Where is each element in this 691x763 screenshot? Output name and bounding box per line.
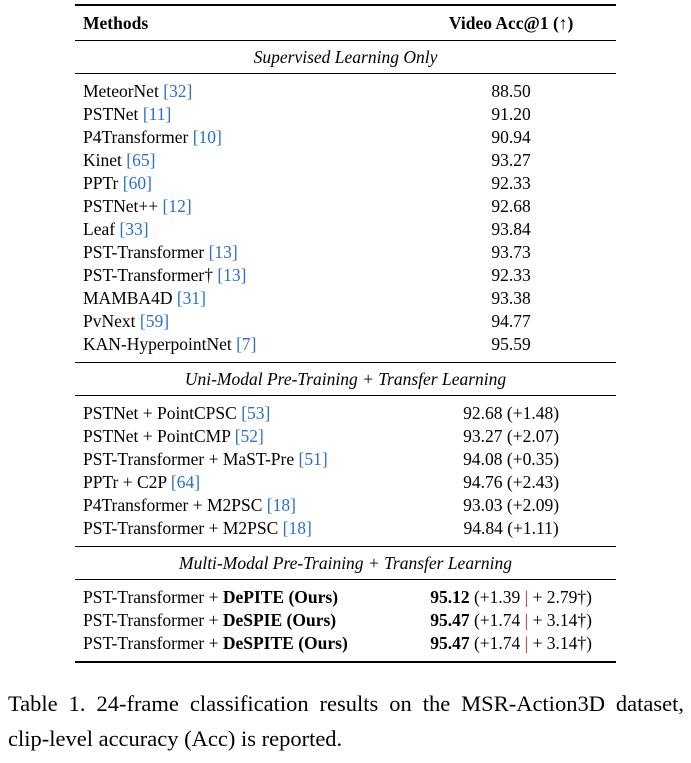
table-row	[75, 471, 616, 494]
gain-value: (+1.74	[473, 610, 521, 630]
citation-link[interactable]: [12]	[162, 196, 192, 216]
gain-value-dagger: + 3.14†)	[532, 633, 593, 653]
acc-value: 95.59	[491, 334, 531, 354]
table-header	[75, 5, 616, 41]
method-cell	[75, 333, 406, 363]
acc-value: 93.27 (+2.07)	[463, 426, 560, 446]
table-row	[75, 609, 616, 632]
acc-value: 88.50	[491, 81, 531, 101]
method-name: DeSPIE (Ours)	[222, 610, 337, 630]
method-prefix: PST-Transformer +	[83, 633, 219, 653]
method-name: P4Transformer	[83, 127, 189, 147]
table-row	[75, 494, 616, 517]
method-cell	[75, 494, 406, 517]
method-cell	[75, 74, 406, 104]
results-table	[75, 4, 616, 663]
acc-value: 94.76 (+2.43)	[463, 472, 560, 492]
method-name: PST-Transformer + M2PSC	[83, 518, 279, 538]
citation-link[interactable]: [64]	[170, 472, 201, 492]
method-cell	[75, 264, 406, 287]
method-name: PSTNet + PointCMP	[83, 426, 231, 446]
method-name: PST-Transformer†	[83, 265, 213, 285]
citation-link[interactable]: [18]	[266, 495, 296, 515]
acc-cell	[406, 609, 616, 632]
acc-value: 94.08 (+0.35)	[463, 449, 560, 469]
method-cell	[75, 218, 406, 241]
citation-link[interactable]: [52]	[234, 426, 264, 446]
acc-value: 95.47	[430, 610, 470, 630]
method-cell	[75, 310, 406, 333]
section-title: Uni-Modal Pre-Training + Transfer Learning	[75, 363, 616, 396]
method-cell	[75, 241, 406, 264]
method-name: Kinet	[83, 150, 122, 170]
table-row	[75, 74, 616, 104]
method-cell	[75, 632, 406, 662]
acc-value: 94.77	[491, 311, 531, 331]
header-methods: Methods	[75, 5, 406, 41]
table-row	[75, 287, 616, 310]
acc-cell	[406, 218, 616, 241]
table-row	[75, 172, 616, 195]
gain-value: (+1.39	[473, 587, 521, 607]
method-name: PvNext	[83, 311, 136, 331]
acc-cell	[406, 310, 616, 333]
method-name: PPTr	[83, 173, 119, 193]
table-row	[75, 517, 616, 547]
acc-value: 93.27	[491, 150, 531, 170]
method-cell	[75, 287, 406, 310]
citation-link[interactable]: [65]	[126, 150, 156, 170]
table-row	[75, 632, 616, 662]
table-row	[75, 310, 616, 333]
method-cell	[75, 580, 406, 610]
acc-cell	[406, 172, 616, 195]
acc-value: 92.33	[491, 265, 531, 285]
acc-value: 95.47	[430, 633, 470, 653]
acc-value: 93.03 (+2.09)	[463, 495, 560, 515]
acc-value: 90.94	[491, 127, 531, 147]
table-row	[75, 396, 616, 426]
acc-value: 93.84	[491, 219, 531, 239]
method-name: DeSPITE (Ours)	[222, 633, 348, 653]
acc-value: 93.38	[491, 288, 531, 308]
table-row	[75, 195, 616, 218]
method-prefix: PST-Transformer +	[83, 587, 219, 607]
citation-link[interactable]: [31]	[176, 288, 206, 308]
section-title: Supervised Learning Only	[75, 41, 616, 74]
method-cell	[75, 471, 406, 494]
acc-cell	[406, 126, 616, 149]
acc-cell	[406, 396, 616, 426]
citation-link[interactable]: [59]	[139, 311, 170, 331]
table-row	[75, 264, 616, 287]
method-name: MeteorNet	[83, 81, 159, 101]
table-row	[75, 126, 616, 149]
acc-cell	[406, 195, 616, 218]
method-prefix: PST-Transformer +	[83, 610, 219, 630]
acc-cell	[406, 149, 616, 172]
acc-cell	[406, 103, 616, 126]
method-name: PST-Transformer + MaST-Pre	[83, 449, 295, 469]
acc-cell	[406, 425, 616, 448]
acc-cell	[406, 580, 616, 610]
table-caption: Table 1. 24-frame classification results on the MSR-Action3D dataset, clip-level accuracy (Acc) is reported.	[8, 691, 684, 751]
method-cell	[75, 609, 406, 632]
acc-cell	[406, 448, 616, 471]
section-header	[75, 41, 616, 74]
table-row	[75, 448, 616, 471]
section-header	[75, 363, 616, 396]
method-name: PPTr + C2P	[83, 472, 167, 492]
citation-link[interactable]: [32]	[163, 81, 193, 101]
citation-link[interactable]: [10]	[192, 127, 222, 147]
method-name: PSTNet + PointCPSC	[83, 403, 237, 423]
citation-link[interactable]: [7]	[236, 334, 257, 354]
citation-link[interactable]: [33]	[119, 219, 149, 239]
separator: |	[524, 633, 529, 653]
table-row	[75, 103, 616, 126]
citation-link[interactable]: [60]	[122, 173, 152, 193]
acc-value: 94.84 (+1.11)	[463, 518, 559, 538]
method-cell	[75, 517, 406, 547]
method-cell	[75, 103, 406, 126]
method-name: PST-Transformer	[83, 242, 205, 262]
acc-value: 92.68 (+1.48)	[463, 403, 560, 423]
acc-cell	[406, 264, 616, 287]
gain-value: (+1.74	[473, 633, 521, 653]
acc-cell	[406, 517, 616, 547]
table-row	[75, 241, 616, 264]
acc-cell	[406, 471, 616, 494]
acc-value: 92.33	[491, 173, 531, 193]
citation-link[interactable]: [51]	[298, 449, 328, 469]
citation-link[interactable]: [13]	[217, 265, 247, 285]
acc-value: 91.20	[491, 104, 531, 124]
section-header	[75, 547, 616, 580]
table-row	[75, 333, 616, 363]
citation-link[interactable]: [13]	[208, 242, 238, 262]
method-name: PSTNet	[83, 104, 139, 124]
table-row	[75, 580, 616, 610]
gain-value-dagger: + 3.14†)	[532, 610, 593, 630]
table-row	[75, 425, 616, 448]
table-row	[75, 218, 616, 241]
method-name: Leaf	[83, 219, 116, 239]
acc-cell	[406, 241, 616, 264]
acc-cell	[406, 494, 616, 517]
separator: |	[524, 610, 529, 630]
acc-cell	[406, 333, 616, 363]
acc-cell	[406, 287, 616, 310]
citation-link[interactable]: [53]	[241, 403, 271, 423]
acc-cell	[406, 74, 616, 104]
separator: |	[524, 587, 529, 607]
method-name: P4Transformer + M2PSC	[83, 495, 263, 515]
citation-link[interactable]: [11]	[142, 104, 172, 124]
acc-cell	[406, 632, 616, 662]
method-cell	[75, 425, 406, 448]
method-cell	[75, 172, 406, 195]
acc-value: 92.68	[491, 196, 531, 216]
acc-value: 93.73	[491, 242, 531, 262]
method-name: KAN-HyperpointNet	[83, 334, 232, 354]
method-cell	[75, 195, 406, 218]
citation-link[interactable]: [18]	[282, 518, 312, 538]
method-name: MAMBA4D	[83, 288, 173, 308]
table-row	[75, 149, 616, 172]
method-cell	[75, 396, 406, 426]
method-cell	[75, 448, 406, 471]
header-acc: Video Acc@1 (↑)	[406, 5, 616, 41]
section-title: Multi-Modal Pre-Training + Transfer Learning	[75, 547, 616, 580]
method-cell	[75, 149, 406, 172]
acc-value: 95.12	[430, 587, 470, 607]
method-cell	[75, 126, 406, 149]
method-name: DePITE (Ours)	[222, 587, 339, 607]
gain-value-dagger: + 2.79†)	[532, 587, 593, 607]
method-name: PSTNet++	[83, 196, 159, 216]
